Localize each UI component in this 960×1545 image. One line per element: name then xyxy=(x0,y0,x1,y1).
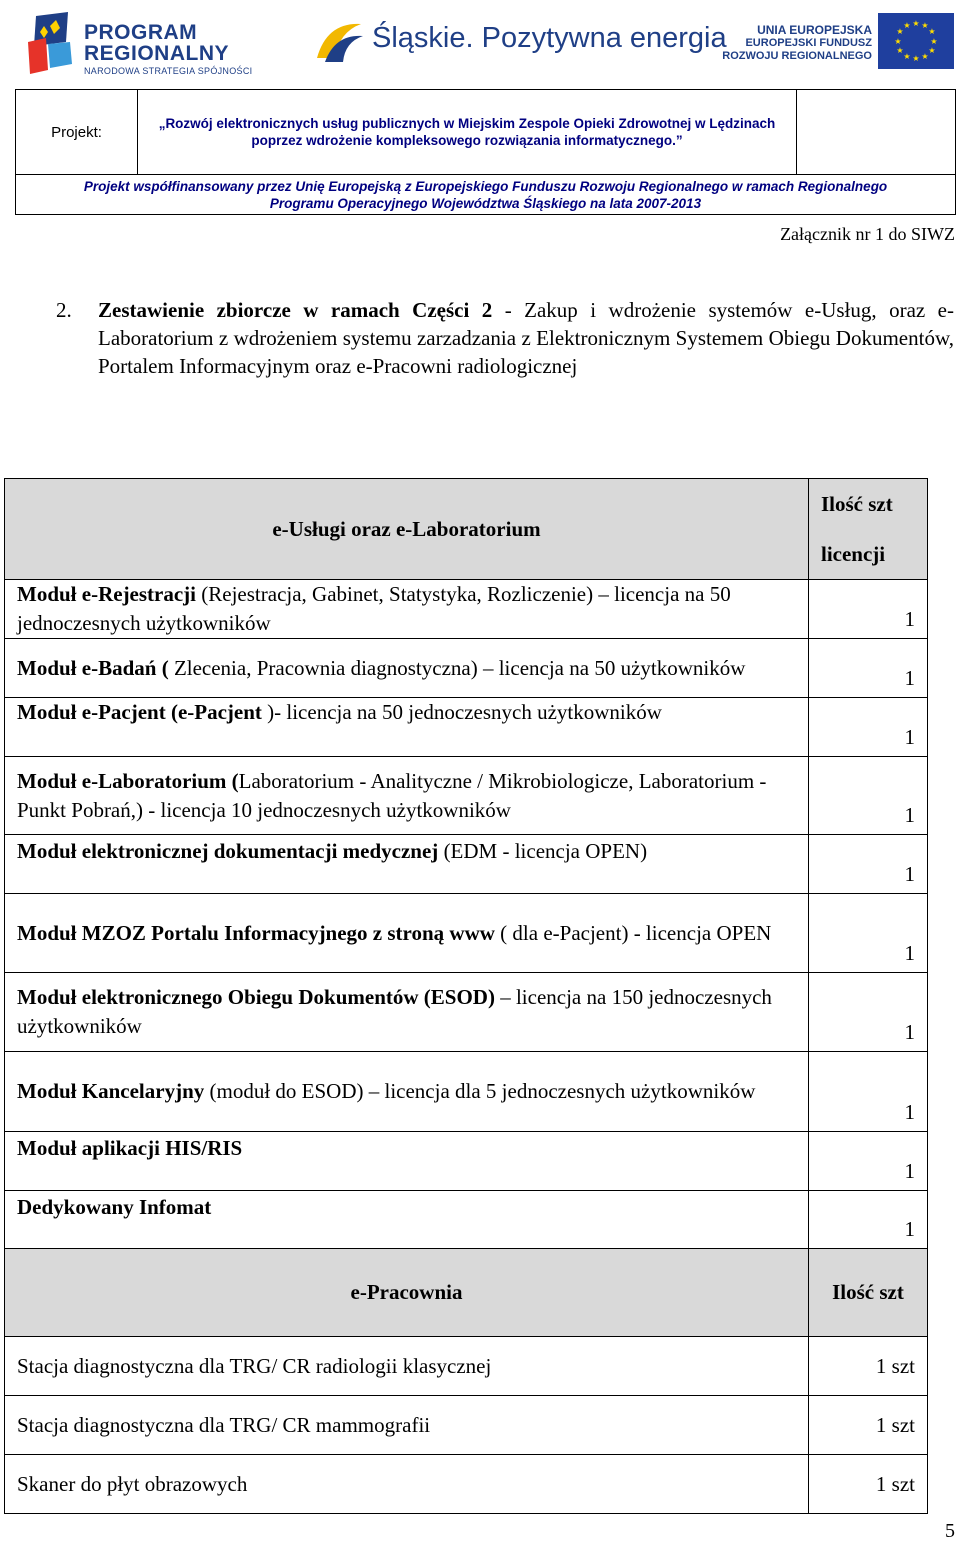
module-detail: ( dla e-Pacjent) - licencja OPEN xyxy=(494,920,772,945)
module-detail: (Rejestracja, Gabinet, Statystyka, Rozliczenie) – licencja na 50 jednoczesnych użytkowników xyxy=(17,582,731,635)
equipment-qty: 1 szt xyxy=(809,1455,928,1514)
qty-header-line2: licencji xyxy=(821,542,886,566)
svg-text:★: ★ xyxy=(896,46,904,55)
equipment-desc: Skaner do płyt obrazowych xyxy=(5,1455,809,1514)
modules-table xyxy=(4,478,928,1514)
ue-line3: ROZWOJU REGIONALNEGO xyxy=(722,50,872,62)
module-desc xyxy=(5,894,809,973)
program-regionalny-icon xyxy=(26,12,74,74)
module-name: Moduł MZOZ Portalu Informacyjnego z stroną www xyxy=(17,920,495,945)
table2-qty-header: Ilość szt xyxy=(809,1249,928,1337)
module-qty: 1 xyxy=(809,973,928,1052)
svg-text:★: ★ xyxy=(912,19,920,28)
svg-text:★: ★ xyxy=(903,52,911,61)
module-qty: 1 xyxy=(809,835,928,894)
module-name: Dedykowany Infomat xyxy=(17,1195,212,1219)
table1-qty-header xyxy=(809,479,928,580)
page-number: 5 xyxy=(945,1520,955,1542)
svg-text:★: ★ xyxy=(896,27,904,36)
table-row xyxy=(5,698,928,757)
slaskie-text: Śląskie. Pozytywna energia xyxy=(372,22,727,54)
module-desc xyxy=(5,973,809,1052)
project-label: Projekt: xyxy=(16,90,138,174)
module-detail: (EDM - licencja OPEN) xyxy=(438,839,648,863)
table-row xyxy=(5,1337,928,1396)
module-name: Moduł elektronicznego Obiegu Dokumentów (ESOD) xyxy=(17,985,495,1009)
slaskie-icon xyxy=(313,18,365,66)
module-name: Moduł e-Rejestracji xyxy=(17,582,197,606)
svg-text:★: ★ xyxy=(930,37,938,46)
table-row xyxy=(5,1455,928,1514)
eu-flag-icon xyxy=(878,13,954,69)
module-detail: – licencja na 150 jednoczesnych użytkowników xyxy=(17,985,772,1038)
equipment-desc: Stacja diagnostyczna dla TRG/ CR mammografii xyxy=(5,1396,809,1455)
table-row xyxy=(5,1396,928,1455)
svg-text:★: ★ xyxy=(912,54,920,63)
project-info-box xyxy=(15,89,956,215)
module-desc xyxy=(5,1191,809,1249)
equipment-desc: Stacja diagnostyczna dla TRG/ CR radiologii klasycznej xyxy=(5,1337,809,1396)
module-name: Moduł e-Badań ( xyxy=(17,655,169,680)
table1-header-row xyxy=(5,479,928,580)
module-qty: 1 xyxy=(809,639,928,698)
ue-line1: UNIA EUROPEJSKA xyxy=(757,23,872,37)
program-line1: PROGRAM xyxy=(84,21,198,44)
module-desc xyxy=(5,835,809,894)
module-detail: )- licencja na 50 jednoczesnych użytkowników xyxy=(261,700,662,724)
module-desc xyxy=(5,1132,809,1191)
module-name: Moduł elektronicznej dokumentacji medycznej xyxy=(17,839,439,863)
table-row xyxy=(5,1052,928,1132)
table-row xyxy=(5,1132,928,1191)
section-title xyxy=(98,296,954,380)
table-row xyxy=(5,757,928,835)
module-qty: 1 xyxy=(809,1052,928,1132)
svg-text:★: ★ xyxy=(921,21,929,30)
module-qty: 1 xyxy=(809,894,928,973)
table-row xyxy=(5,973,928,1052)
table-row xyxy=(5,894,928,973)
module-qty: 1 xyxy=(809,580,928,639)
table-row xyxy=(5,1191,928,1249)
ue-text xyxy=(722,24,872,63)
table-row xyxy=(5,639,928,698)
module-desc xyxy=(5,580,809,639)
module-qty: 1 xyxy=(809,1191,928,1249)
module-detail: (moduł do ESOD) – licencja dla 5 jednoczesnych użytkowników xyxy=(204,1079,756,1103)
program-sub: NARODOWA STRATEGIA SPÓJNOŚCI xyxy=(84,66,253,76)
project-title-line1: „Rozwój elektronicznych usług publicznych w Miejskim Zespole Opieki Zdrowotnej w Lędzinach xyxy=(158,116,776,131)
annex-label: Załącznik nr 1 do SIWZ xyxy=(780,224,955,244)
table-row xyxy=(5,835,928,894)
table2-header: e-Pracownia xyxy=(5,1249,809,1337)
project-title xyxy=(138,90,797,174)
module-name: Moduł e-Pacjent (e-Pacjent xyxy=(17,700,262,724)
logo-bar xyxy=(0,0,960,88)
module-qty: 1 xyxy=(809,757,928,835)
table-row xyxy=(5,580,928,639)
svg-text:★: ★ xyxy=(928,46,936,55)
module-qty: 1 xyxy=(809,1132,928,1191)
table1-header: e-Usługi oraz e-Laboratorium xyxy=(5,479,809,580)
module-desc xyxy=(5,1052,809,1132)
module-name: Moduł Kancelaryjny xyxy=(17,1079,205,1103)
module-desc xyxy=(5,757,809,835)
qty-header-line1: Ilość szt xyxy=(821,492,893,516)
module-desc xyxy=(5,639,809,698)
section-title-bold: Zestawienie zbiorcze w ramach Części 2 xyxy=(98,298,493,322)
svg-text:★: ★ xyxy=(928,27,936,36)
module-qty: 1 xyxy=(809,698,928,757)
cofin-line1: Projekt współfinansowany przez Unię Europejską z Europejskiego Funduszu Rozwoju Regionalnego w ramach Regionalnego xyxy=(83,179,888,194)
project-title-line2: poprzez wdrożenie kompleksowego rozwiązania informatycznego.” xyxy=(251,133,683,148)
table2-header-row xyxy=(5,1249,928,1337)
cofin-line2: Programu Operacyjnego Województwa Śląskiego na lata 2007-2013 xyxy=(269,196,702,211)
ue-line2: EUROPEJSKI FUNDUSZ xyxy=(745,37,872,49)
section-title-rest: - Zakup i wdrożenie systemów e-Usług, oraz e-Laboratorium z wdrożeniem systemu zarzadzania z Elektronicznym Systemem Obiegu Dokumentów, Portalem Informacyjnym oraz e-Pracowni radiologicznej xyxy=(98,298,954,378)
program-regionalny-text xyxy=(84,22,229,64)
module-desc xyxy=(5,698,809,757)
equipment-qty: 1 szt xyxy=(809,1396,928,1455)
cofinancing-note xyxy=(16,174,955,214)
svg-text:★: ★ xyxy=(903,21,911,30)
module-name: Moduł e-Laboratorium ( xyxy=(17,768,239,793)
module-detail: Zlecenia, Pracownia diagnostyczna) – licencja na 50 użytkowników xyxy=(168,655,746,680)
equipment-qty: 1 szt xyxy=(809,1337,928,1396)
svg-text:★: ★ xyxy=(921,52,929,61)
svg-text:★: ★ xyxy=(894,37,902,46)
section-number: 2. xyxy=(56,298,72,322)
module-name: Moduł aplikacji HIS/RIS xyxy=(17,1136,243,1160)
module-detail: Laboratorium - Analityczne / Mikrobiologicze, Laboratorium - Punkt Pobrań,) - licencja 10 jednoczesnych użytkowników xyxy=(17,768,767,822)
program-line2: REGIONALNY xyxy=(84,42,230,65)
